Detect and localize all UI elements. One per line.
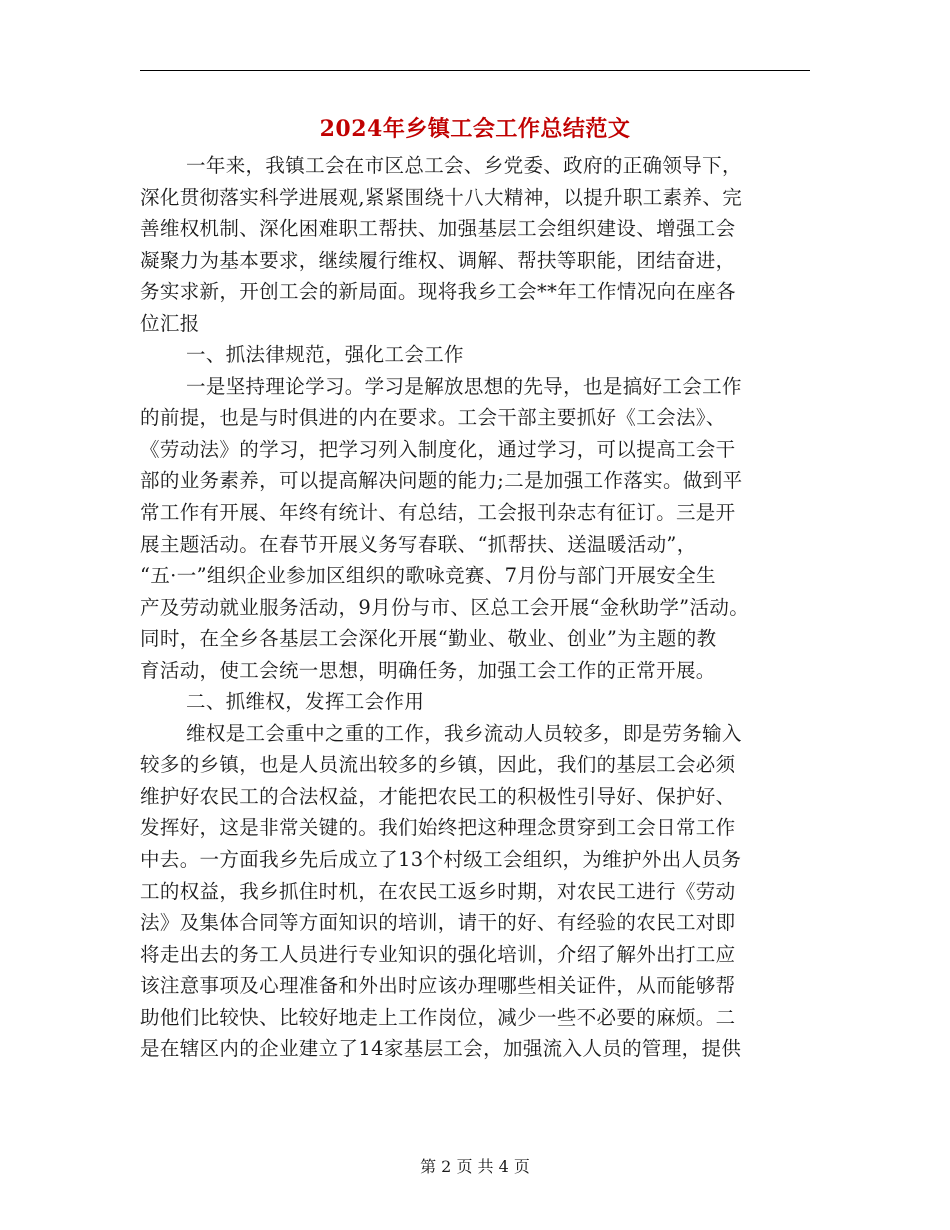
text-line: 常工作有开展、年终有统计、有总结，工会报刊杂志有征订。三是开 <box>140 501 736 525</box>
page-number: 第 2 页 共 4 页 <box>420 1157 530 1176</box>
text-line: 位汇报 <box>140 311 200 335</box>
text-line: 法》及集体合同等方面知识的培训，请干的好、有经验的农民工对即 <box>140 911 736 935</box>
text-line: 同时，在全乡各基层工会深化开展“勤业、敬业、创业”为主题的教 <box>140 627 717 651</box>
text-line: 工的权益，我乡抓住时机，在农民工返乡时期，对农民工进行《劳动 <box>140 879 736 903</box>
text-line: 将走出去的务工人员进行专业知识的强化培训，介绍了解外出打工应 <box>140 942 736 966</box>
text-line: 《劳动法》的学习，把学习列入制度化，通过学习，可以提高工会干 <box>140 437 736 461</box>
section-heading: 一、抓法律规范，强化工会工作 <box>186 343 464 367</box>
text-line: 该注意事项及心理准备和外出时应该办理哪些相关证件，从而能够帮 <box>140 974 736 998</box>
text-line: 一是坚持理论学习。学习是解放思想的先导，也是搞好工会工作 <box>186 374 742 398</box>
text-line: 发挥好，这是非常关键的。我们始终把这种理念贯穿到工会日常工作 <box>140 816 736 840</box>
text-line: 助他们比较快、比较好地走上工作岗位，减少一些不必要的麻烦。二 <box>140 1005 736 1029</box>
document-title: 2024年乡镇工会工作总结范文 <box>319 116 631 142</box>
text-line: 善维权机制、深化困难职工帮扶、加强基层工会组织建设、增强工会 <box>140 217 736 241</box>
text-line: 部的业务素养，可以提高解决问题的能力;二是加强工作落实。做到平 <box>140 469 743 493</box>
section-heading: 二、抓维权，发挥工会作用 <box>186 690 425 714</box>
text-line: 一年来，我镇工会在市区总工会、乡党委、政府的正确领导下， <box>186 154 742 177</box>
header-rule <box>140 70 810 71</box>
text-line: 产及劳动就业服务活动，9月份与市、区总工会开展“金秋助学”活动。 <box>140 595 750 619</box>
text-line: 凝聚力为基本要求，继续履行维权、调解、帮扶等职能，团结奋进， <box>140 248 736 272</box>
text-line: 维权是工会重中之重的工作，我乡流动人员较多，即是劳务输入 <box>186 721 742 745</box>
text-line: 展主题活动。在春节开展义务写春联、“抓帮扶、送温暖活动”， <box>140 532 697 556</box>
text-line: 的前提，也是与时俱进的内在要求。工会干部主要抓好《工会法》、 <box>140 406 726 430</box>
text-line: 较多的乡镇，也是人员流出较多的乡镇，因此，我们的基层工会必须 <box>140 753 736 777</box>
text-line: 维护好农民工的合法权益，才能把农民工的积极性引导好、保护好、 <box>140 784 736 808</box>
text-line: 是在辖区内的企业建立了14家基层工会，加强流入人员的管理，提供 <box>140 1037 742 1061</box>
document-body <box>140 150 820 1065</box>
text-line: “五·一”组织企业参加区组织的歌咏竞赛、7月份与部门开展安全生 <box>140 564 716 588</box>
text-line: 育活动，使工会统一思想，明确任务，加强工会工作的正常开展。 <box>140 658 716 682</box>
text-line: 务实求新，开创工会的新局面。现将我乡工会**年工作情况向在座各 <box>140 280 736 304</box>
text-line: 深化贯彻落实科学进展观,紧紧围绕十八大精神，以提升职工素养、完 <box>140 185 743 209</box>
text-line: 中去。一方面我乡先后成立了13个村级工会组织，为维护外出人员务 <box>140 848 742 872</box>
